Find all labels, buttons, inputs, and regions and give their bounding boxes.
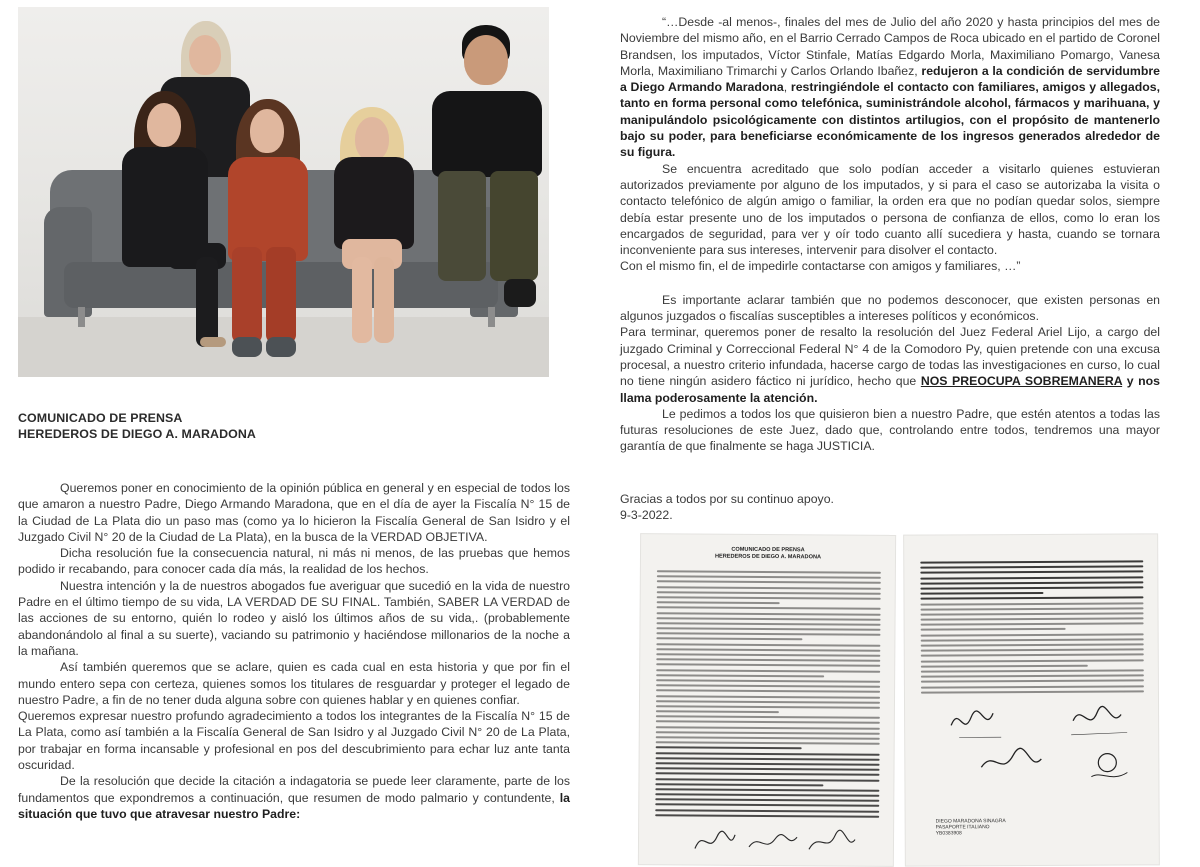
paragraph-text: De la resolución que decide la citación a indagatoria se puede leer claramente, parte de los fundamentos que expondremos a continuación, que resumen de modo palmario y contundente, — [18, 774, 570, 805]
scan-heading-line-2: HEREDEROS DE DIEGO A. MARADONA — [714, 553, 822, 561]
scan-text-line — [921, 628, 1066, 631]
paragraph: Es importante aclarar también que no podemos desconocer, que existen personas en algunos juzgados o fiscalías susceptibles a intereses políticos y económicos. — [620, 292, 1160, 324]
scan-text-line — [656, 684, 880, 688]
scan-text-line — [657, 617, 881, 621]
family-photo — [18, 7, 549, 377]
scan-text-line — [656, 752, 880, 756]
scan-text-line — [921, 659, 1144, 662]
sofa-leg — [488, 307, 495, 327]
scan-text-line — [657, 581, 881, 585]
quote-paragraph — [620, 14, 1160, 161]
scan-text-line — [656, 705, 880, 709]
scan-text-line — [657, 570, 881, 574]
scan-text-line — [920, 592, 1043, 595]
scan-text-line — [656, 632, 880, 636]
scan-text-line — [921, 623, 1144, 626]
scan-text-line — [921, 654, 1144, 657]
scan-text-line — [921, 633, 1144, 636]
quote-text: , — [783, 80, 791, 95]
scan-text-line — [656, 757, 880, 761]
paragraph — [620, 324, 1160, 405]
scan-text-line — [921, 617, 1144, 620]
scan-text-line — [920, 566, 1143, 569]
quote-bold-text: restringiéndole el contacto con familiares, amigos y allegados, tanto en forma personal como telefónica, suministrándole alcohol, fármacos y marihuana, y manipulándolo psicológicamente con distintos artilugios, con el propósito de mantenerlo bajo su poder, para beneficiarse económicamente de los ingresos generados alrededor de su figura. — [620, 80, 1161, 160]
scan-text-line — [921, 638, 1144, 641]
paragraph: Nuestra intención y la de nuestros abogados fue averiguar que sucedió en la vida de nuestro Padre en el último tiempo de su vida, LA VERDAD DE SU FINAL. También, SABER LA VERDAD de las acciones de su entorno, quién lo rodeo y aisló los últimos años de su vida,. (probablemente abandonándolo al final a su suerte), vaciando su patrimonio y haciéndose millonarios de la noche a la mañana. — [18, 578, 570, 658]
quote-text: “…Desde -al menos-, finales del mes de Julio del año 2020 y hasta principios del mes de Noviembre del mismo año, en el Barrio Cerrado Campos de Roca ubicado en el partido de Coronel Brandsen, los imputados, Víctor Stinfale, Matías Edgardo Morla, Maximiliano Pomargo, Vanesa Morla, Maximiliano Trimarchi y Carlos Orlando Ibañez, — [620, 15, 1160, 78]
scan-text-line — [656, 690, 880, 694]
scan-heading — [641, 546, 895, 562]
scan-text-lines — [655, 570, 881, 821]
scan-text-line — [920, 586, 1143, 589]
scan-text-line — [921, 607, 1144, 610]
scan-text-line — [656, 643, 880, 647]
scan-text-line — [921, 685, 1144, 688]
scan-text-line — [656, 700, 880, 704]
scan-text-line — [655, 773, 879, 777]
closing-thanks: Gracias a todos por su continuo apoyo. — [620, 492, 834, 506]
scan-text-lines — [920, 560, 1144, 696]
scan-text-line — [657, 596, 881, 600]
scan-text-line — [657, 575, 881, 579]
scan-text-line — [656, 747, 802, 750]
closing-date: 9-3-2022. — [620, 508, 673, 523]
scan-text-line — [656, 710, 779, 713]
scan-text-line — [920, 571, 1143, 574]
sofa-leg — [78, 307, 85, 327]
scan-text-line — [655, 804, 879, 808]
signatures — [941, 702, 1141, 799]
scan-text-line — [656, 721, 880, 725]
scan-passport-number: YB0383908 — [935, 830, 962, 837]
scan-text-line — [655, 809, 879, 813]
scan-text-line — [656, 731, 880, 735]
scan-text-line — [657, 607, 881, 611]
scan-text-line — [656, 664, 880, 668]
scan-text-line — [656, 638, 802, 641]
scan-text-line — [656, 627, 880, 631]
scan-text-line — [657, 612, 881, 616]
quote-bold-text: redujeron a la condición de servidumbre a Diego Armando Maradona — [620, 63, 1161, 95]
paragraph — [18, 773, 570, 822]
paragraph: Queremos expresar nuestro profundo agradecimiento a todos los integrantes de la Fiscalía N° 15 de La Plata, como así también a la Fiscalía General de San Isidro y al Juzgado Civil N° 20 de La Plata, por trabajar en forma incansable y profesional en pos del descubrimiento para echar luz ante tanta oscuridad. — [18, 709, 570, 773]
scanned-document-page-1 — [639, 534, 895, 866]
scan-text-line — [656, 669, 880, 673]
scan-text-line — [655, 814, 879, 818]
scan-text-line — [921, 649, 1144, 652]
scan-text-line — [656, 715, 880, 719]
paragraph: Dicha resolución fue la consecuencia natural, ni más ni menos, de las pruebas que hemos podido ir recabando, para conocer cada día más, la realidad de los hechos. — [18, 546, 570, 577]
signature-scribbles — [689, 824, 859, 861]
scan-text-line — [657, 591, 881, 595]
scan-text-line — [921, 669, 1144, 672]
scan-text-line — [920, 576, 1143, 579]
paragraph-bold-text: la situación que tuvo que atravesar nuestro Padre: — [18, 790, 570, 821]
scan-text-line — [921, 675, 1144, 678]
scan-text-line — [656, 658, 880, 662]
closing-block — [620, 491, 834, 524]
paragraph: Así también queremos que se aclare, quien es cada cual en esta historia y que por fin el mundo entero sepa con certeza, quienes somos los titulares de resguardar y proteger el legado de nuestro Padre, a fin de no tener duda alguna sobre con quienes hablar y en quienes confiar. — [18, 660, 570, 707]
paragraph: Queremos poner en conocimiento de la opinión pública en general y en especial de todos los que amaron a nuestro Padre, Diego Armando Maradona, que en el día de ayer la Fiscalía N° 15 de la Ciudad de La Plata dio un paso mas (como ya lo hicieron la Fiscalía General de San Isidro y el Juzgado Civil N° 20 de la Ciudad de La Plata), en la busca de la VERDAD OBJETIVA. — [18, 481, 570, 544]
left-text-column — [18, 480, 570, 822]
paragraph-bold-text: y nos llama poderosamente la atención. — [620, 374, 1160, 405]
scan-text-line — [656, 695, 880, 699]
right-text-column — [620, 14, 1160, 455]
scanned-document-page-2 — [904, 534, 1159, 865]
scan-text-line — [657, 601, 780, 604]
scan-text-line — [920, 597, 1143, 600]
quote-paragraph: Se encuentra acreditado que solo podían acceder a visitarlo quienes estuvieran autorizados previamente por alguno de los imputados, y si para el caso se autorizaba la visita o contacto telefónico de algún amigo o familiar, la orden era que no podían quedar solos, siempre debía estar presente uno de los imputados o persona de confianza de ellos, como lo eran los encargados de seguridad, para ver y oír todo cuanto allí sucediera y hasta, cuando se tornara inconveniente para sus intereses, intervenir para disolver el contacto. — [620, 161, 1160, 258]
scan-signer-name: DIEGO MARADONA SINAGRA — [935, 818, 1006, 825]
scan-text-line — [656, 648, 880, 652]
paragraph-emphasis: NOS PREOCUPA SOBREMANERA — [920, 374, 1123, 389]
scan-text-line — [655, 798, 879, 802]
scan-text-line — [921, 643, 1144, 646]
scan-text-line — [656, 767, 880, 771]
scan-text-line — [656, 674, 824, 677]
press-release-title — [18, 410, 256, 442]
scan-text-line — [656, 762, 880, 766]
scan-text-line — [657, 622, 881, 626]
scan-text-line — [655, 788, 879, 792]
scan-text-line — [921, 612, 1144, 615]
scan-text-line — [656, 679, 880, 683]
scan-text-line — [920, 581, 1143, 584]
scan-text-line — [921, 664, 1088, 667]
scan-text-line — [920, 560, 1143, 563]
paragraph-text: Para terminar, queremos poner de resalto la resolución del Juez Federal Ariel Lijo, a cargo del juzgado Criminal y Correccional Federal N° 4 de la Comodoro Py, quien pretende con una excusa procesal, a nuestro criterio infundada, hacerse cargo de todas las investigaciones en curso, lo cual no tiene ningún asidero fáctico ni jurídico, hecho que — [620, 325, 1160, 389]
paragraph: Le pedimos a todos los que quisieron bien a nuestro Padre, que estén atentos a todas las futuras resoluciones de este Juez, dado que, controlando entre todos, tendremos una mayor garantía de que finalmente se haga JUSTICIA. — [620, 406, 1160, 454]
scan-text-line — [656, 741, 880, 745]
scan-text-line — [655, 793, 879, 797]
scan-text-line — [657, 586, 881, 590]
scan-passport-label: PASAPORTE ITALIANO — [935, 824, 990, 831]
scan-text-line — [921, 690, 1144, 693]
scan-text-line — [921, 680, 1144, 683]
scan-text-line — [655, 783, 823, 786]
scan-text-line — [656, 726, 880, 730]
scan-text-line — [656, 653, 880, 657]
quote-paragraph: Con el mismo fin, el de impedirle contactarse con amigos y familiares, …” — [620, 259, 1021, 274]
scan-text-line — [655, 778, 879, 782]
press-release-line-1: COMUNICADO DE PRENSA — [18, 411, 183, 425]
scan-text-line — [656, 736, 880, 740]
scan-text-line — [920, 602, 1143, 605]
scan-heading-line-1: COMUNICADO DE PRENSA — [731, 546, 805, 554]
press-release-line-2: HEREDEROS DE DIEGO A. MARADONA — [18, 427, 256, 441]
scan-signer-block — [936, 818, 1006, 836]
